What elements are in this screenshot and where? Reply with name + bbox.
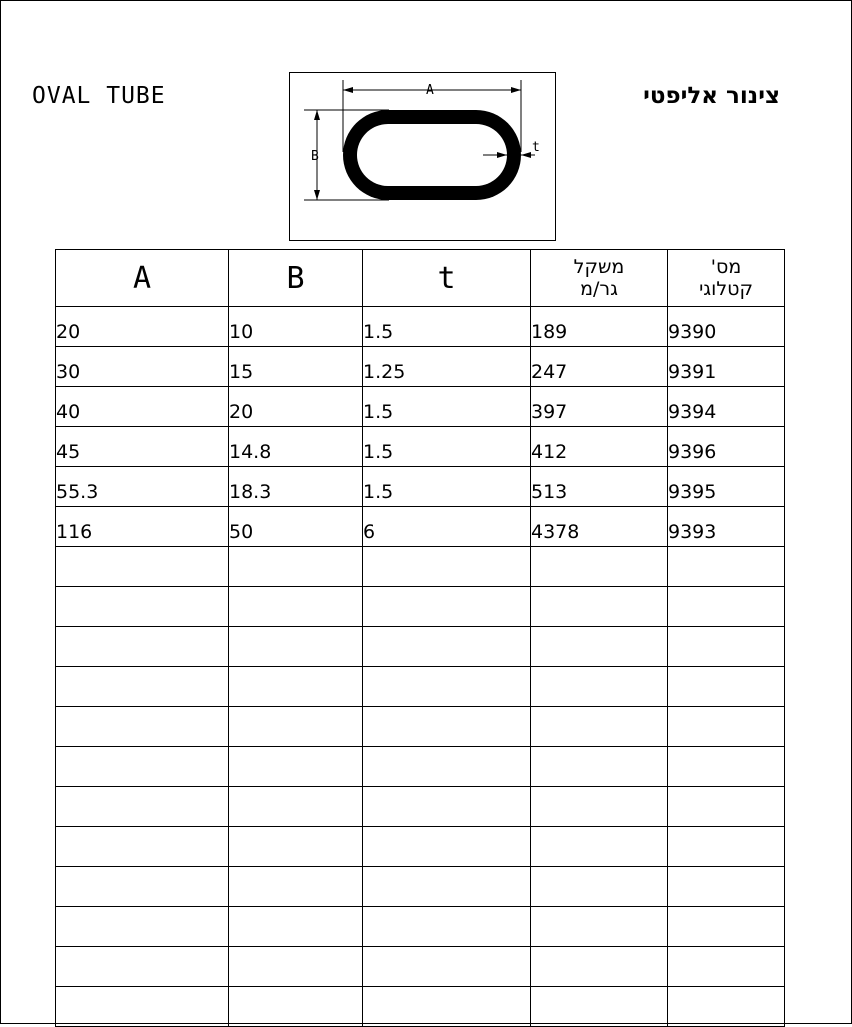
- cell-weight: [531, 627, 668, 667]
- cell-t: 6: [363, 507, 531, 547]
- table-row: [56, 467, 785, 507]
- cell-catalog: 9395: [668, 467, 785, 507]
- cell-catalog: [668, 827, 785, 867]
- table-body: [56, 307, 785, 1027]
- cell-b: [229, 867, 363, 907]
- cell-b: [229, 587, 363, 627]
- table-row: [56, 667, 785, 707]
- cell-weight: 247: [531, 347, 668, 387]
- header-dimension-b: [229, 250, 363, 307]
- header-line: B: [286, 260, 305, 296]
- cell-a: [56, 987, 229, 1027]
- cell-t: 1.5: [363, 307, 531, 347]
- cell-weight: [531, 667, 668, 707]
- cell-b: [229, 987, 363, 1027]
- cell-b: [229, 907, 363, 947]
- cell-weight: 513: [531, 467, 668, 507]
- cell-a: [56, 627, 229, 667]
- cell-catalog: 9396: [668, 427, 785, 467]
- cell-a: [56, 827, 229, 867]
- cell-weight: 189: [531, 307, 668, 347]
- cell-b: 20: [229, 387, 363, 427]
- header-dimension-a: [56, 250, 229, 307]
- cell-b: 10: [229, 307, 363, 347]
- table-row: [56, 947, 785, 987]
- header-line: t: [437, 260, 456, 296]
- table-row: [56, 507, 785, 547]
- dimension-b-arrow-top: [314, 110, 320, 120]
- cell-catalog: 9391: [668, 347, 785, 387]
- cell-catalog: 9393: [668, 507, 785, 547]
- cell-weight: 397: [531, 387, 668, 427]
- cell-b: 14.8: [229, 427, 363, 467]
- table-header-row: [56, 250, 785, 307]
- cell-weight: 412: [531, 427, 668, 467]
- cell-a: [56, 547, 229, 587]
- cell-a: 116: [56, 507, 229, 547]
- cell-t: [363, 587, 531, 627]
- cell-weight: [531, 787, 668, 827]
- cell-b: [229, 787, 363, 827]
- cell-b: [229, 707, 363, 747]
- header-line: קטלוגי: [699, 278, 753, 300]
- table-row: [56, 707, 785, 747]
- cell-a: 20: [56, 307, 229, 347]
- cell-catalog: [668, 627, 785, 667]
- table-row: [56, 547, 785, 587]
- cell-b: [229, 547, 363, 587]
- cell-weight: [531, 587, 668, 627]
- cell-t: [363, 707, 531, 747]
- cell-a: 55.3: [56, 467, 229, 507]
- table-row: [56, 907, 785, 947]
- cell-t: [363, 787, 531, 827]
- dimension-a-label: A: [426, 83, 434, 98]
- cell-weight: [531, 827, 668, 867]
- dimension-b-label: B: [311, 149, 319, 164]
- cell-b: [229, 667, 363, 707]
- cell-t: [363, 947, 531, 987]
- cell-catalog: [668, 867, 785, 907]
- header-line: מס': [710, 256, 742, 278]
- header-catalog-number: [668, 250, 785, 307]
- cell-b: [229, 627, 363, 667]
- cell-t: 1.5: [363, 387, 531, 427]
- cell-t: [363, 627, 531, 667]
- cell-weight: [531, 947, 668, 987]
- cell-catalog: [668, 747, 785, 787]
- cell-a: 45: [56, 427, 229, 467]
- table-row: [56, 787, 785, 827]
- cell-a: 30: [56, 347, 229, 387]
- cell-catalog: 9394: [668, 387, 785, 427]
- table-row: [56, 587, 785, 627]
- cell-a: [56, 667, 229, 707]
- cell-b: [229, 747, 363, 787]
- title-hebrew: צינור אליפטי: [643, 83, 780, 109]
- table-row: [56, 347, 785, 387]
- cell-t: [363, 907, 531, 947]
- cell-b: 50: [229, 507, 363, 547]
- header-line: גר/מ: [580, 278, 618, 300]
- cell-t: 1.5: [363, 467, 531, 507]
- cell-a: [56, 747, 229, 787]
- cell-t: [363, 987, 531, 1027]
- cell-t: [363, 867, 531, 907]
- cell-t: [363, 747, 531, 787]
- cell-weight: 4378: [531, 507, 668, 547]
- cell-weight: [531, 747, 668, 787]
- cell-catalog: [668, 667, 785, 707]
- cell-catalog: [668, 787, 785, 827]
- cell-b: [229, 947, 363, 987]
- table-row: [56, 747, 785, 787]
- header-line: A: [132, 260, 152, 296]
- spec-table: [55, 249, 785, 1027]
- table-row: [56, 867, 785, 907]
- cell-catalog: [668, 987, 785, 1027]
- dimension-a-arrow-left: [343, 87, 353, 93]
- header-thickness: [363, 250, 531, 307]
- dimension-t-arrow-right: [521, 152, 531, 158]
- table-row: [56, 827, 785, 867]
- table-row: [56, 627, 785, 667]
- cell-t: 1.5: [363, 427, 531, 467]
- cell-t: [363, 827, 531, 867]
- cell-weight: [531, 707, 668, 747]
- cell-weight: [531, 547, 668, 587]
- table-row: [56, 307, 785, 347]
- table-row: [56, 987, 785, 1027]
- cell-a: [56, 907, 229, 947]
- table-row: [56, 387, 785, 427]
- cell-a: [56, 707, 229, 747]
- title-english: OVAL TUBE: [32, 83, 166, 109]
- cell-weight: [531, 987, 668, 1027]
- cell-a: [56, 947, 229, 987]
- cell-a: [56, 587, 229, 627]
- cell-t: 1.25: [363, 347, 531, 387]
- cell-weight: [531, 907, 668, 947]
- cell-weight: [531, 867, 668, 907]
- cell-b: 15: [229, 347, 363, 387]
- cell-catalog: 9390: [668, 307, 785, 347]
- cell-a: [56, 787, 229, 827]
- cell-t: [363, 547, 531, 587]
- table-row: [56, 427, 785, 467]
- oval-tube-diagram: [289, 72, 556, 241]
- cell-a: 40: [56, 387, 229, 427]
- header-weight: [531, 250, 668, 307]
- cell-b: 18.3: [229, 467, 363, 507]
- cell-catalog: [668, 947, 785, 987]
- dimension-b-arrow-bottom: [314, 190, 320, 200]
- cell-t: [363, 667, 531, 707]
- dimension-t-label: t: [532, 140, 540, 155]
- dimension-a-arrow-right: [511, 87, 521, 93]
- header-line: משקל: [573, 256, 625, 278]
- cell-catalog: [668, 587, 785, 627]
- cell-catalog: [668, 547, 785, 587]
- cell-a: [56, 867, 229, 907]
- cell-catalog: [668, 907, 785, 947]
- cell-catalog: [668, 707, 785, 747]
- cell-b: [229, 827, 363, 867]
